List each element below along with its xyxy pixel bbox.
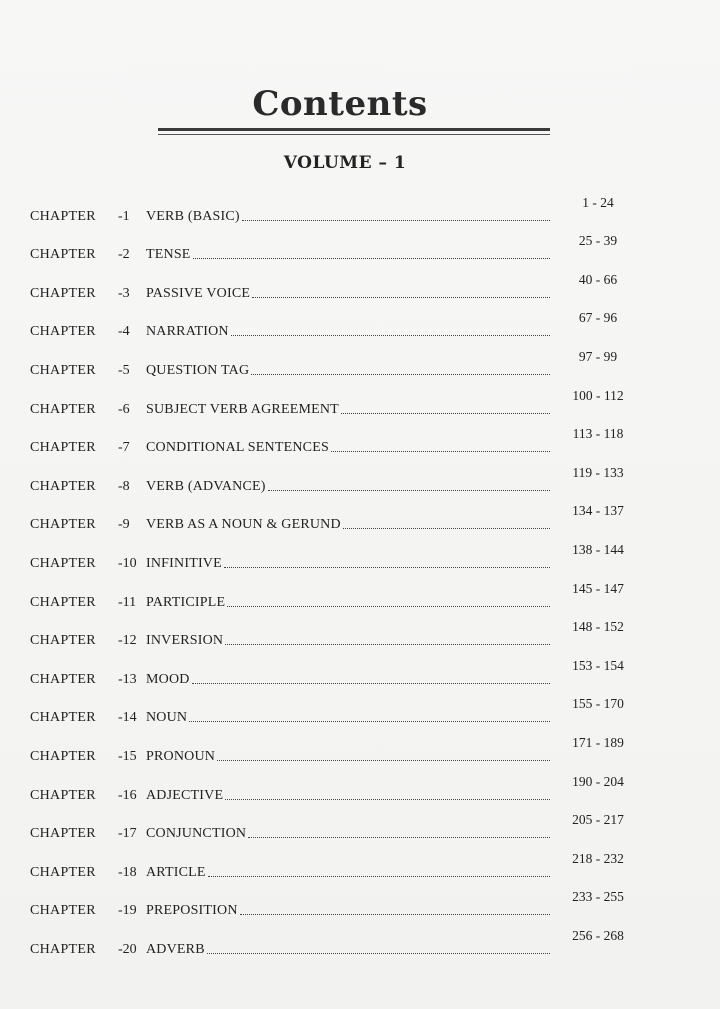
- page-range: 25 - 39: [578, 233, 618, 249]
- chapter-label: CHAPTER: [30, 401, 96, 417]
- chapter-label: CHAPTER: [30, 324, 96, 340]
- chapter-topic: INFINITIVE: [146, 555, 222, 571]
- contents-row: [30, 495, 640, 534]
- chapter-label: CHAPTER: [30, 555, 96, 571]
- contents-row: [30, 881, 640, 920]
- chapter-number: -17: [118, 826, 137, 842]
- chapter-label: CHAPTER: [30, 864, 96, 880]
- page-range: 190 - 204: [572, 773, 624, 789]
- page-range: 100 - 112: [572, 387, 624, 403]
- page-range: 148 - 152: [572, 619, 624, 635]
- chapter-number: -9: [118, 517, 130, 533]
- chapter-number: -8: [118, 478, 130, 494]
- page-range: 233 - 255: [572, 889, 624, 905]
- chapter-number: -15: [118, 748, 137, 764]
- chapter-topic: VERB (BASIC): [146, 208, 240, 224]
- chapter-number: -11: [118, 594, 137, 610]
- chapter-label: CHAPTER: [30, 247, 96, 263]
- contents-row: [30, 418, 640, 457]
- chapter-label: CHAPTER: [30, 903, 96, 919]
- contents-list: [30, 186, 640, 958]
- page-range: 218 - 232: [572, 850, 624, 866]
- page-range: 40 - 66: [578, 271, 618, 287]
- chapter-label: CHAPTER: [30, 710, 96, 726]
- page-range: 97 - 99: [578, 348, 618, 364]
- contents-row: [30, 611, 640, 650]
- chapter-label: CHAPTER: [30, 478, 96, 494]
- chapter-number: -1: [118, 208, 130, 224]
- chapter-label: CHAPTER: [30, 440, 96, 456]
- chapter-topic: NOUN: [146, 710, 188, 726]
- dot-leader: [225, 643, 550, 645]
- chapter-number: -7: [118, 440, 130, 456]
- page-range: 113 - 118: [572, 426, 624, 442]
- chapter-label: CHAPTER: [30, 208, 96, 224]
- chapter-topic: PARTICIPLE: [146, 594, 226, 610]
- dot-leader: [248, 836, 550, 838]
- contents-row: [30, 186, 640, 225]
- contents-row: [30, 533, 640, 572]
- dot-leader: [189, 720, 550, 722]
- page-range: 205 - 217: [572, 812, 624, 828]
- chapter-number: -19: [118, 903, 137, 919]
- page-range: 1 - 24: [582, 194, 614, 210]
- chapter-number: -16: [118, 787, 137, 803]
- page-range: 138 - 144: [572, 541, 624, 557]
- dot-leader: [268, 489, 550, 491]
- contents-row: [30, 919, 640, 958]
- contents-row: [30, 572, 640, 611]
- dot-leader: [251, 373, 550, 375]
- chapter-label: CHAPTER: [30, 826, 96, 842]
- chapter-label: CHAPTER: [30, 517, 96, 533]
- dot-leader: [224, 566, 550, 568]
- chapter-topic: TENSE: [146, 247, 191, 263]
- chapter-label: CHAPTER: [30, 787, 96, 803]
- page-range: 171 - 189: [572, 734, 624, 750]
- contents-row: [30, 302, 640, 341]
- chapter-number: -14: [118, 710, 137, 726]
- dot-leader: [240, 913, 550, 915]
- chapter-label: CHAPTER: [30, 362, 96, 378]
- contents-row: [30, 263, 640, 302]
- chapter-number: -12: [118, 633, 137, 649]
- chapter-topic: ADVERB: [146, 941, 205, 957]
- volume-heading: VOLUME – 1: [283, 153, 407, 173]
- chapter-label: CHAPTER: [30, 941, 96, 957]
- page-range: 155 - 170: [572, 696, 624, 712]
- contents-row: [30, 842, 640, 881]
- page-range: 145 - 147: [572, 580, 624, 596]
- page-range: 134 - 137: [572, 503, 624, 519]
- chapter-number: -5: [118, 362, 130, 378]
- chapter-number: -13: [118, 671, 137, 687]
- chapter-number: -10: [118, 555, 137, 571]
- contents-row: [30, 688, 640, 727]
- chapter-label: CHAPTER: [30, 748, 96, 764]
- contents-row: [30, 225, 640, 264]
- dot-leader: [341, 412, 550, 414]
- chapter-topic: QUESTION TAG: [146, 362, 250, 378]
- chapter-topic: PASSIVE VOICE: [146, 285, 251, 301]
- page-range: 119 - 133: [572, 464, 624, 480]
- chapter-number: -3: [118, 285, 130, 301]
- contents-row: [30, 804, 640, 843]
- contents-row: [30, 379, 640, 418]
- chapter-topic: ARTICLE: [146, 864, 206, 880]
- dot-leader: [343, 527, 550, 529]
- chapter-number: -20: [118, 941, 137, 957]
- dot-leader: [207, 952, 550, 954]
- chapter-topic: SUBJECT VERB AGREEMENT: [146, 401, 339, 417]
- contents-row: [30, 726, 640, 765]
- dot-leader: [192, 682, 550, 684]
- page-range: 67 - 96: [578, 310, 618, 326]
- chapter-number: -2: [118, 247, 130, 263]
- chapter-topic: MOOD: [146, 671, 190, 687]
- chapter-topic: ADJECTIVE: [146, 787, 224, 803]
- chapter-topic: INVERSION: [146, 633, 224, 649]
- page-range: 256 - 268: [572, 927, 624, 943]
- contents-row: [30, 649, 640, 688]
- dot-leader: [331, 450, 550, 452]
- chapter-number: -6: [118, 401, 130, 417]
- chapter-topic: VERB AS A NOUN & GERUND: [146, 517, 341, 533]
- chapter-topic: NARRATION: [146, 324, 229, 340]
- dot-leader: [231, 334, 550, 336]
- dot-leader: [208, 875, 550, 877]
- dot-leader: [252, 296, 550, 298]
- page-range: 153 - 154: [572, 657, 624, 673]
- chapter-label: CHAPTER: [30, 633, 96, 649]
- contents-row: [30, 340, 640, 379]
- chapter-label: CHAPTER: [30, 285, 96, 301]
- dot-leader: [217, 759, 550, 761]
- chapter-label: CHAPTER: [30, 594, 96, 610]
- chapter-number: -4: [118, 324, 130, 340]
- chapter-topic: CONDITIONAL SENTENCES: [146, 440, 329, 456]
- dot-leader: [242, 219, 550, 221]
- dot-leader: [193, 257, 550, 259]
- chapter-topic: PREPOSITION: [146, 903, 238, 919]
- contents-row: [30, 765, 640, 804]
- contents-row: [30, 456, 640, 495]
- chapter-topic: CONJUNCTION: [146, 826, 247, 842]
- chapter-number: -18: [118, 864, 137, 880]
- chapter-topic: PRONOUN: [146, 748, 216, 764]
- chapter-label: CHAPTER: [30, 671, 96, 687]
- dot-leader: [227, 605, 550, 607]
- title-rule-thin: [158, 134, 550, 135]
- title-rule-thick: [158, 128, 550, 131]
- chapter-topic: VERB (ADVANCE): [146, 478, 266, 494]
- page-title: Contents: [252, 84, 428, 124]
- dot-leader: [225, 798, 550, 800]
